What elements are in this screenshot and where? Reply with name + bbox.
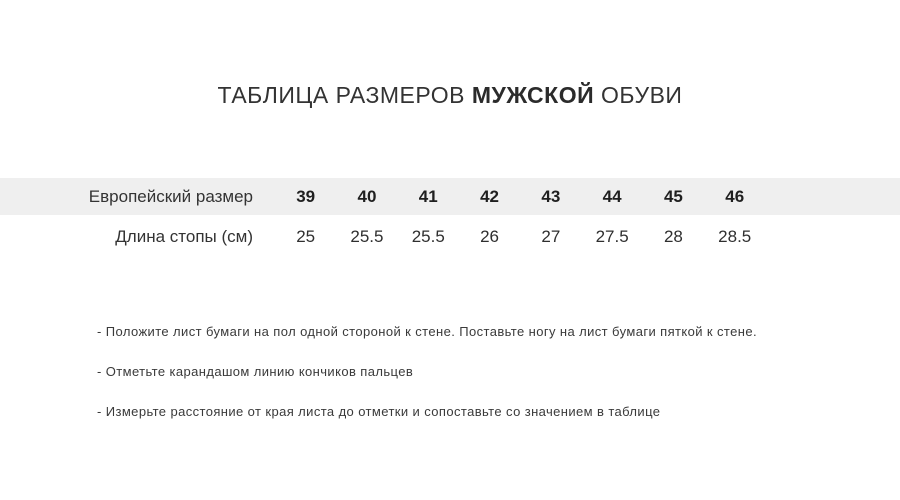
eu-size-cell: 42	[480, 186, 499, 206]
foot-length-cell: 25.5	[411, 226, 445, 246]
title-prefix: ТАБЛИЦА РАЗМЕРОВ	[217, 82, 465, 108]
foot-length-cell: 25	[296, 226, 316, 246]
eu-size-cell: 41	[418, 186, 438, 206]
foot-length-cell: 26	[480, 226, 499, 246]
title-highlight: МУЖСКОЙ	[471, 82, 595, 108]
eu-size-cell: 43	[541, 186, 561, 206]
foot-length-cell: 25.5	[350, 226, 384, 246]
table-row-foot-length	[0, 215, 900, 258]
foot-length-cell: 28	[663, 226, 683, 246]
foot-length-cell: 27	[541, 226, 561, 246]
row-label-foot-length: Длина стопы (см)	[115, 226, 253, 246]
foot-length-cell: 28.5	[718, 226, 752, 246]
size-table	[0, 178, 900, 258]
page-title	[0, 82, 900, 109]
table-row-eu-size	[0, 178, 900, 215]
instruction-line-2: - Отметьте карандашом линию кончиков пальцев	[97, 364, 414, 379]
row-label-eu-size: Европейский размер	[88, 186, 253, 206]
instruction-line-1: - Положите лист бумаги на пол одной стороной к стене. Поставьте ногу на лист бумаги пяткой к стене.	[97, 324, 757, 339]
eu-size-cell: 46	[725, 186, 745, 206]
instruction-line-3: - Измерьте расстояние от края листа до отметки и сопоставьте со значением в таблице	[97, 404, 661, 419]
eu-size-cell: 40	[357, 186, 377, 206]
title-suffix: ОБУВИ	[601, 82, 683, 108]
eu-size-cell: 44	[602, 186, 622, 206]
foot-length-cell: 27.5	[595, 226, 629, 246]
eu-size-cell: 39	[296, 186, 316, 206]
measurement-instructions	[97, 324, 870, 444]
eu-size-cell: 45	[663, 186, 683, 206]
